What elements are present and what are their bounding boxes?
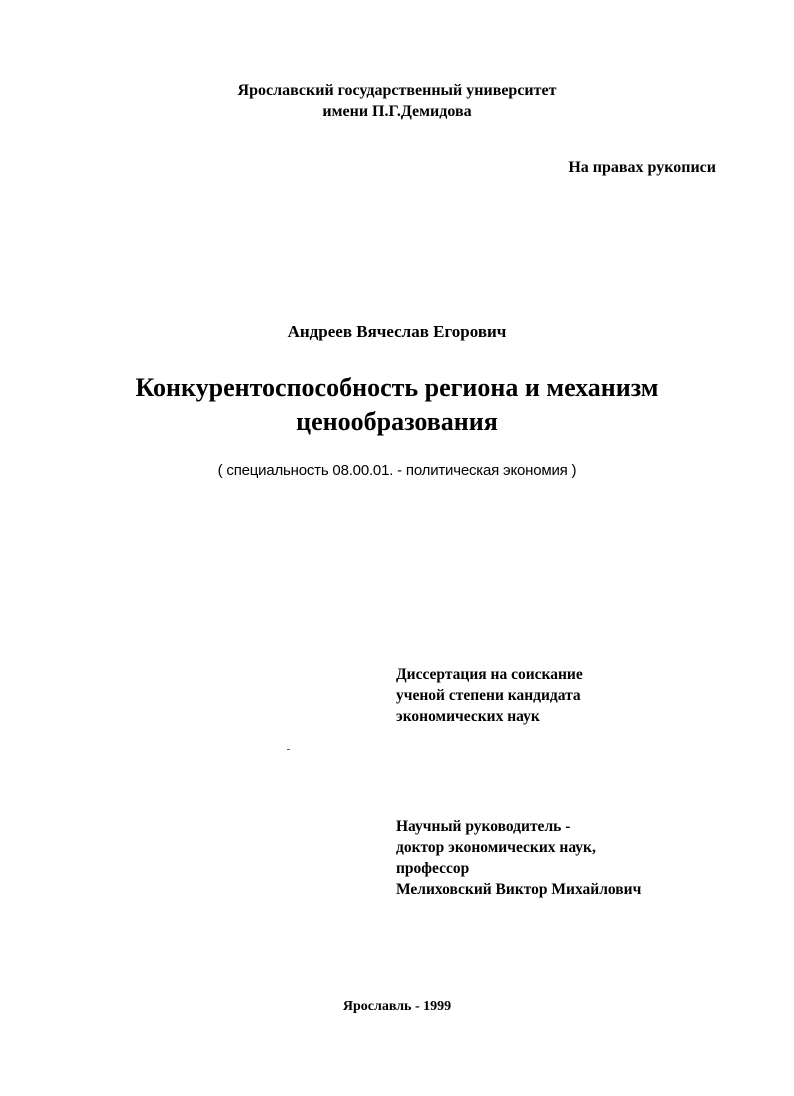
degree-statement [396,664,583,727]
dissertation-title-line-1: Конкурентоспособность региона и механизм [135,373,659,402]
manuscript-rights-note: На правах рукописи [568,159,716,176]
degree-statement-line-1: Диссертация на соискание [396,666,583,683]
university-name: Ярославский государственный университет [237,82,557,99]
dissertation-title-line-2: ценообразования [296,407,498,436]
degree-statement-line-2: ученой степени кандидата [396,687,581,704]
advisor-line-2: доктор экономических наук, [396,839,596,856]
university-named-after: имени П.Г.Демидова [322,103,472,120]
city-and-year: Ярославль - 1999 [342,999,452,1014]
scientific-advisor [396,816,641,900]
author-name: Андреев Вячеслав Егорович [287,322,507,341]
specialty-code: ( специальность 08.00.01. - политическая экономия ) [217,462,577,479]
advisor-name: Мелиховский Виктор Михайлович [396,881,642,898]
advisor-line-1: Научный руководитель - [396,818,571,835]
advisor-line-3: профессор [396,860,470,877]
degree-statement-line-3: экономических наук [396,708,540,725]
scan-speck [287,749,290,750]
